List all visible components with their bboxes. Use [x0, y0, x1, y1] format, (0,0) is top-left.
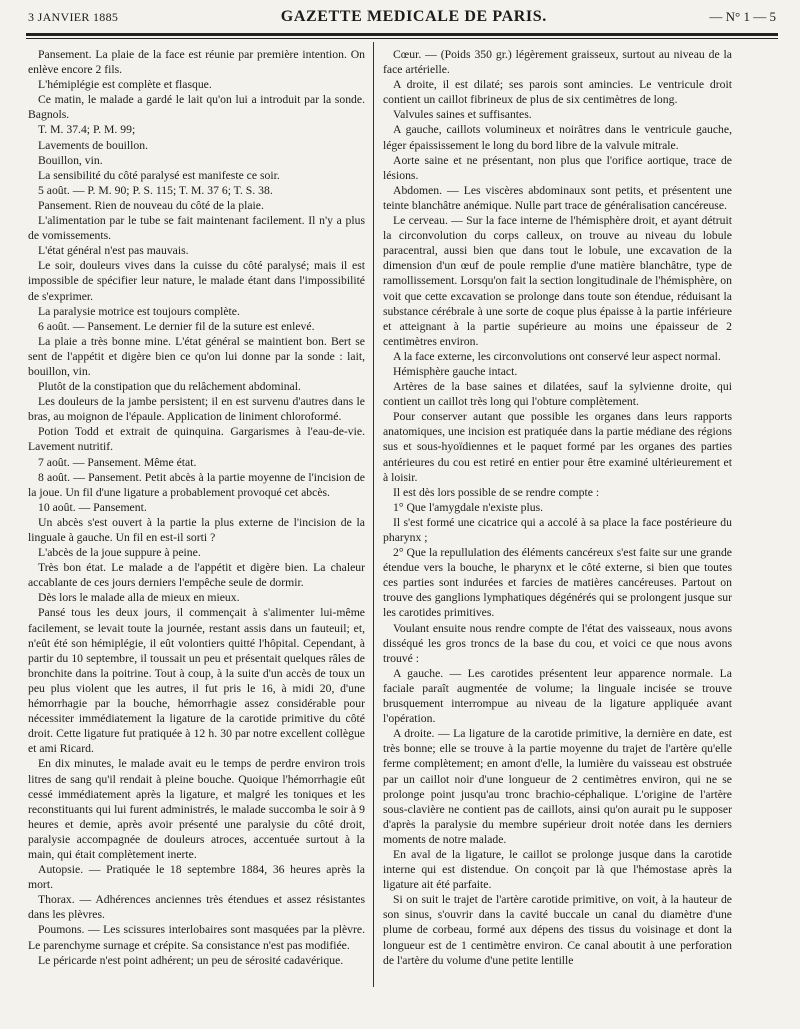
- paragraph: Abdomen. — Les viscères abdominaux sont petits, et présentent une teinte blanchâtre anémique. Nulle part trace de généralisation cancéreuse.: [383, 183, 732, 212]
- paragraph: Valvules saines et suffisantes.: [393, 108, 532, 122]
- paragraph: Il s'est formé une cicatrice qui a accolé à sa place la face postérieure du pharynx ;: [383, 515, 732, 544]
- column-divider: [373, 42, 374, 987]
- paragraph: Lavements de bouillon.: [38, 138, 149, 152]
- paragraph: 5 août. — P. M. 90; P. S. 115; T. M. 37 6; T. S. 38.: [38, 183, 273, 197]
- paragraph: A droite. — La ligature de la carotide primitive, la dernière en date, est très bonne; elle se trouve à la partie moyenne du trajet de l'artère qu'elle ferme complètement; en amont d'elle, la lumière du vaisseau est obstruée par un caillot noir d'une longueur de 2 centimètres environ, qui ne se prolonge point jusqu'au tronc brachio-céphalique. L'origine de l'artère sous-clavière ne contient pas de caillots, ainsi qu'on aurait pu le supposer d'après la paralysie du membre supérieur droit notée dans les derniers moments de notre malade.: [383, 727, 732, 846]
- paragraph: Le cerveau. — Sur la face interne de l'hémisphère droit, et ayant détruit la circonvolution du corps calleux, on trouve au niveau du lobule paracentral, aussi bien que dans tout le lobule, une excavation de la dimension d'un œuf de poule remplie d'une matière blanchâtre, type de ramollissement. Lorsqu'on fait la section longitudinale de l'hémisphère, on voit que cette excavation se prolonge dans toute son étendue, réduisant la substance cérébrale à une sorte de coque plus épaisse à la partie inférieure et atteignant à la partie supérieure au moins une épaisseur de 2 centimètres environ.: [383, 214, 732, 348]
- paragraph: L'hémiplégie est complète et flasque.: [38, 78, 212, 92]
- paragraph: La plaie a très bonne mine. L'état général se maintient bon. Bert se sent de l'appétit et digère bien ce qu'on lui donne par la sonde : lait, bouillon, vin.: [28, 334, 365, 378]
- paragraph: Cœur. — (Poids 350 gr.) légèrement graisseux, surtout au niveau de la face artérielle.: [383, 48, 732, 77]
- header-rule-thin: [26, 38, 778, 39]
- header-rule-thick: [26, 33, 778, 36]
- paragraph: Bouillon, vin.: [38, 153, 103, 167]
- paragraph: Si on suit le trajet de l'artère carotide primitive, on voit, à la hauteur de son sinus, s'ouvrir dans la cavité buccale un canal du diamètre d'une plume de corbeau, formé aux dépens des tissus du voisinage et dont la longueur est de 1 centimètre environ. Ce canal aboutit à une perforation de l'artère du volume d'une petite lentille: [383, 893, 732, 967]
- paragraph: La sensibilité du côté paralysé est manifeste ce soir.: [38, 168, 280, 182]
- paragraph: Pansé tous les deux jours, il commençait à s'alimenter lui-même facilement, se levait toute la journée, restant assis dans un fauteuil; et, n'eût été son hémiplégie, il eût volontiers quitté l'hôpital. Cependant, à partir du 10 septembre, il toussait un peu et présentait quelques râles de bronchite dans la poitrine. Tout à coup, à la suite d'un accès de toux un peu plus violent que les autres, il fut pris le 16, à midi 20, d'une hémorrhagie par la bouche, hémorrhagie assez considérable pour nécessiter immédiatement la ligature de la carotide primitive du côté droit. Cette ligature fut pratiquée à 12 h. 30 par notre excellent collègue et ami Ricard.: [28, 606, 365, 756]
- paragraph: Les douleurs de la jambe persistent; il en est survenu d'autres dans le bras, au moignon de l'épaule. Application de liniment chloroformé.: [28, 395, 365, 424]
- left-column: [28, 47, 365, 989]
- paragraph: Poumons. — Les scissures interlobaires sont masquées par la plèvre. Le parenchyme surnage et crépite. Sa consistance n'est pas modifiée.: [28, 923, 365, 952]
- paragraph: Pour conserver autant que possible les organes dans leurs rapports anatomiques, une incision est pratiquée dans la partie médiane des régions sus et sous-hyoïdiennes et le paquet formé par les organes des parties antérieures du cou est retiré en entier pour être examiné ultérieurement et à loisir.: [383, 410, 732, 484]
- paragraph: Dès lors le malade alla de mieux en mieux.: [38, 591, 240, 605]
- paragraph: Il est dès lors possible de se rendre compte :: [393, 485, 600, 499]
- paragraph: T. M. 37.4; P. M. 99;: [38, 123, 136, 137]
- paragraph: L'abcès de la joue suppure à peine.: [38, 546, 201, 560]
- journal-title: GAZETTE MEDICALE DE PARIS.: [280, 8, 547, 25]
- paragraph: 2° Que la repullulation des éléments cancéreux s'est faite sur une grande étendue vers la bouche, le pharynx et le côté externe, si bien que toutes ces parties sont indurées et farcies de matières cancéreuses. Partout on trouve des ganglions lymphatiques dégénérés qui se prolongent jusque sur les carotides primitives.: [383, 546, 732, 620]
- paragraph: Plutôt de la constipation que du relâchement abdominal.: [38, 380, 301, 394]
- paragraph: L'état général n'est pas mauvais.: [38, 244, 189, 258]
- paragraph: Thorax. — Adhérences anciennes très étendues et assez résistantes dans les plèvres.: [28, 893, 365, 922]
- paragraph: Hémisphère gauche intact.: [393, 364, 518, 378]
- paragraph: A la face externe, les circonvolutions ont conservé leur aspect normal.: [393, 349, 721, 363]
- paragraph: 1° Que l'amygdale n'existe plus.: [393, 500, 544, 514]
- paragraph: A droite, il est dilaté; ses parois sont amincies. Le ventricule droit contient un caillot fibrineux de plus de six centimètres de long.: [383, 78, 732, 107]
- paragraph: Très bon état. Le malade a de l'appétit et digère bien. La chaleur accablante de ces jours derniers l'empêche seule de dormir.: [28, 561, 365, 590]
- paragraph: A gauche, caillots volumineux et noirâtres dans le ventricule gauche, léger épaississement le long du bord libre de la valvule mitrale.: [383, 123, 732, 152]
- paragraph: Un abcès s'est ouvert à la partie la plus externe de l'incision de la linguale à gauche. Un fil en est-il sorti ?: [28, 515, 365, 544]
- paragraph: Le soir, douleurs vives dans la cuisse du côté paralysé; mais il est impossible de spécifier leur nature, le malade étant dans l'impossibilité de s'exprimer.: [28, 259, 365, 303]
- paragraph: A gauche. — Les carotides présentent leur apparence normale. La faciale paraît augmentée de volume; la linguale incisée se trouve brusquement interrompue au niveau de la ligature appliquée avant l'opération.: [383, 666, 732, 726]
- paragraph: Ce matin, le malade a gardé le lait qu'on lui a introduit par la sonde. Bagnols.: [28, 93, 365, 122]
- paragraph: 10 août. — Pansement.: [38, 500, 147, 514]
- paragraph: Pansement. Rien de nouveau du côté de la plaie.: [38, 198, 264, 212]
- paragraph: Pansement. La plaie de la face est réunie par première intention. On enlève encore 2 fils.: [28, 48, 365, 77]
- paragraph: En aval de la ligature, le caillot se prolonge jusque dans la carotide interne qui est distendue. On conçoit par là que l'hémostase après la ligature ait été parfaite.: [383, 847, 732, 892]
- paragraph: Potion Todd et extrait de quinquina. Gargarismes à l'eau-de-vie. Lavement nutritif.: [28, 425, 365, 454]
- paragraph: Le péricarde n'est point adhérent; un peu de sérosité cadavérique.: [38, 953, 344, 967]
- paragraph: 6 août. — Pansement. Le dernier fil de la suture est enlevé.: [38, 319, 315, 333]
- paragraph: 8 août. — Pansement. Petit abcès à la partie moyenne de l'incision de la joue. Un fil d'une ligature a probablement provoqué cet abcès.: [28, 470, 365, 499]
- issue-date: 3 JANVIER 1885: [28, 10, 119, 24]
- right-column: [383, 47, 732, 989]
- paragraph: Voulant ensuite nous rendre compte de l'état des vaisseaux, nous avons disséqué les gros troncs de la base du cou, et voici ce que nous avons trouvé :: [383, 621, 732, 665]
- paragraph: 7 août. — Pansement. Même état.: [38, 455, 197, 469]
- paragraph: En dix minutes, le malade avait eu le temps de perdre environ trois litres de sang qu'il rendait à pleine bouche. Quoique l'hémorrhagie eût cessé immédiatement après la ligature, et malgré les toniques et les reconstituants qui lui furent administrés, le malade succomba le soir à 9 heures et demie, après avoir présenté une paralysie du côté droit, paralysie accompagnée de douleurs atroces, accentuée surtout à la main, qui était complètement inerte.: [28, 757, 365, 861]
- paragraph: Autopsie. — Pratiquée le 18 septembre 1884, 36 heures après la mort.: [28, 863, 365, 892]
- page-header: [28, 8, 776, 30]
- paragraph: L'alimentation par le tube se fait maintenant facilement. Il n'y a plus de vomissements.: [28, 214, 365, 243]
- paragraph: Artères de la base saines et dilatées, sauf la sylvienne droite, qui contient un caillot très long qui l'obture complètement.: [383, 380, 732, 409]
- issue-page-number: — N° 1 — 5: [709, 9, 776, 24]
- paragraph: Aorte saine et ne présentant, non plus que l'orifice aortique, trace de lésions.: [383, 153, 732, 182]
- paragraph: La paralysie motrice est toujours complète.: [38, 304, 240, 318]
